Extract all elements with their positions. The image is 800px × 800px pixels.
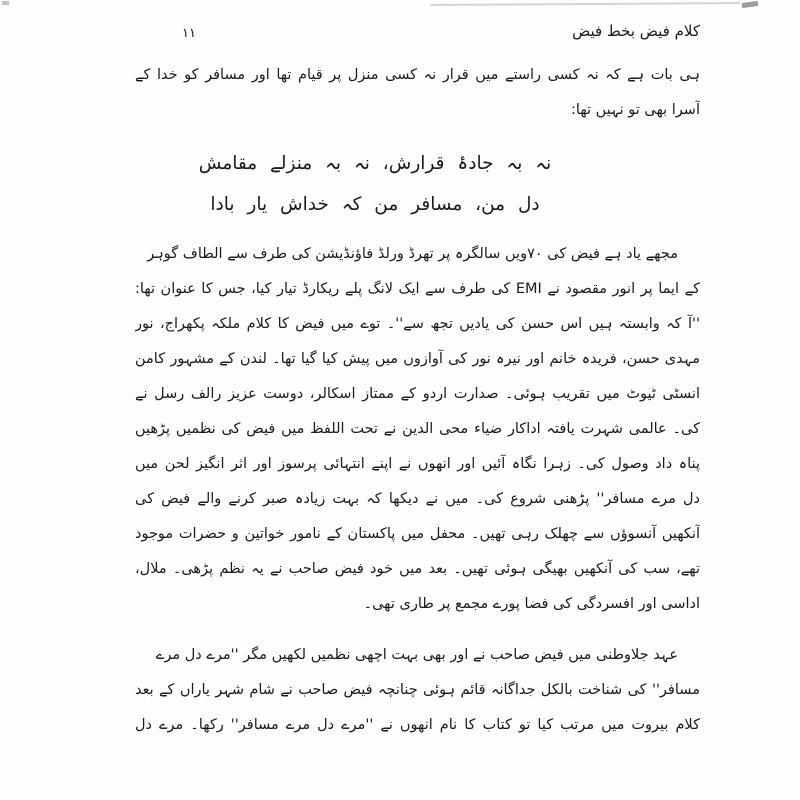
page-number: ۱۱: [182, 26, 196, 41]
text-line: انسٹی ٹیوٹ میں تقریب ہوئی۔ صدارت اردو کے ممتاز اسکالر، دوست عزیز رالف رسل نے: [135, 386, 700, 402]
text-line: اداسی اور افسردگی کی فضا پورے مجمع پر طاری تھی۔: [363, 596, 700, 612]
poem-verse: نہ بہ جادۂ قرارش، نہ بہ منزلے مقامش: [198, 153, 552, 174]
text-line: مہدی حسن، فریدہ خانم اور نیرہ نور کی آوازوں میں پیش کیا گیا تھا۔ لندن کے مشہور کامن: [135, 351, 700, 367]
text-line: عہد جلاوطنی میں فیض صاحب نے اور بھی بہت اچھی نظمیں لکھیں مگر ''مرے دل مرے: [155, 647, 678, 663]
text-line: کی۔ عالمی شہرت یافتہ اداکار ضیاء محی الدین نے تحت اللفظ میں فیض کی نظمیں پڑھیں: [135, 421, 700, 437]
scan-artifact: [742, 1, 759, 8]
scan-artifact: [2, 1, 9, 5]
text-line: مسافر'' کی شناخت بالکل جداگانہ قائم ہوئی چنانچہ فیض صاحب نے شام شہر یاراں کے بعد: [135, 682, 700, 698]
paragraph-memoir: [135, 237, 700, 622]
text-line: پناہ داد وصول کی۔ زہرا نگاہ آئیں اور انھوں نے اپنے انتہائی پرسوز اور اثر انگیز لحن میں: [135, 456, 700, 472]
text-line: دل مرے مسافر'' پڑھنی شروع کی۔ میں نے دیکھا کہ بہت زیادہ صبر کرنے والے فیض کی: [135, 491, 700, 507]
poem-couplet: [135, 143, 615, 225]
text-line: آنکھیں آنسوؤں سے چھلک رہی تھیں۔ محفل میں پاکستان کے نامور خواتین و حضرات موجود: [135, 526, 700, 542]
running-header-title: کلام فیض بخط فیض: [572, 22, 700, 40]
paragraph-intro: [135, 58, 700, 128]
text-line: آسرا بھی تو نہیں تھا:: [571, 102, 700, 118]
text-line: ہی بات ہے کہ نہ کسی راستے میں قرار نہ کسی منزل پر قیام تھا اور مسافر کو خدا کے: [135, 67, 700, 83]
paragraph-exile: [135, 638, 700, 743]
text-line: ''آ کہ وابستہ ہیں اس حسن کی یادیں تجھ سے''۔ توے میں فیض کا کلام ملکہ پکھراج، نور: [135, 316, 700, 332]
text-line: کلام بیروت میں مرتب کیا تو کتاب کا نام انھوں نے ''مرے دل مرے مسافر'' رکھا۔ مرے دل: [135, 717, 700, 733]
text-line: مجھے یاد ہے فیض کی ۷۰ویں سالگرہ پر تھرڈ ورلڈ فاؤنڈیشن کی طرف سے الطاف گوہر: [147, 246, 678, 262]
text-line: کے ایما پر انور مقصود نے EMI کی طرف سے ایک لانگ پلے ریکارڈ تیار کیا، جس کا عنوان تھا:: [135, 281, 700, 297]
text-line: تھے، سب کی آنکھیں بھیگی ہوئی تھیں۔ بعد میں خود فیض صاحب نے یہ نظم پڑھی۔ ملال،: [135, 561, 700, 577]
poem-verse: دل من، مسافر من کہ خداش یار بادا: [210, 194, 540, 215]
scan-artifact: [430, 2, 740, 6]
